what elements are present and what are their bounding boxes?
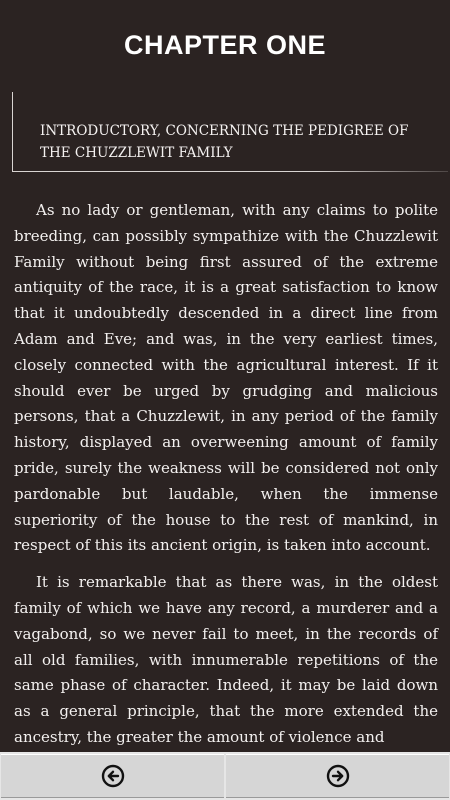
next-page-button[interactable] bbox=[226, 754, 449, 798]
subtitle-horizontal-rule bbox=[12, 171, 448, 172]
paragraph: As no lady or gentleman, with any claims to polite breeding, can possibly sympathize with the Chuzzlewit Family without being first assured of the extreme antiquity of the race, it is a great satisfaction to know that it undoubtedly descended in a direct line from Adam and Eve; and was, in the very earliest times, closely connected with the agricultural interest. If it should ever be urged by grudging and malicious persons, that a Chuzzlewit, in any period of the family history, displayed an overweening amount of family pride, surely the weakness will be considered not only pardonable but laudable, when the immense superiority of the house to the rest of mankind, in respect of this its ancient origin, is taken into account. bbox=[14, 201, 438, 555]
chapter-subtitle: INTRODUCTORY, CONCERNING THE PEDIGREE OF THE CHUZZLEWIT FAMILY bbox=[40, 123, 409, 161]
previous-page-button[interactable] bbox=[1, 754, 224, 798]
chapter-subtitle-box bbox=[12, 92, 448, 172]
arrow-left-circle-icon bbox=[101, 764, 125, 788]
chapter-body bbox=[14, 198, 438, 752]
bottom-nav-bar bbox=[0, 752, 450, 800]
arrow-right-circle-icon bbox=[326, 764, 350, 788]
chapter-title: CHAPTER ONE bbox=[123, 30, 326, 60]
paragraph: It is remarkable that as there was, in the oldest family of which we have any record, a murderer and a vagabond, so we never fail to meet, in the records of all old families, with innumerable repetitions of the same phase of character. Indeed, it may be laid down as a general principle, that the more extended the ancestry, the greater the amount of violence and bbox=[14, 573, 438, 746]
subtitle-vertical-rule bbox=[12, 92, 13, 172]
